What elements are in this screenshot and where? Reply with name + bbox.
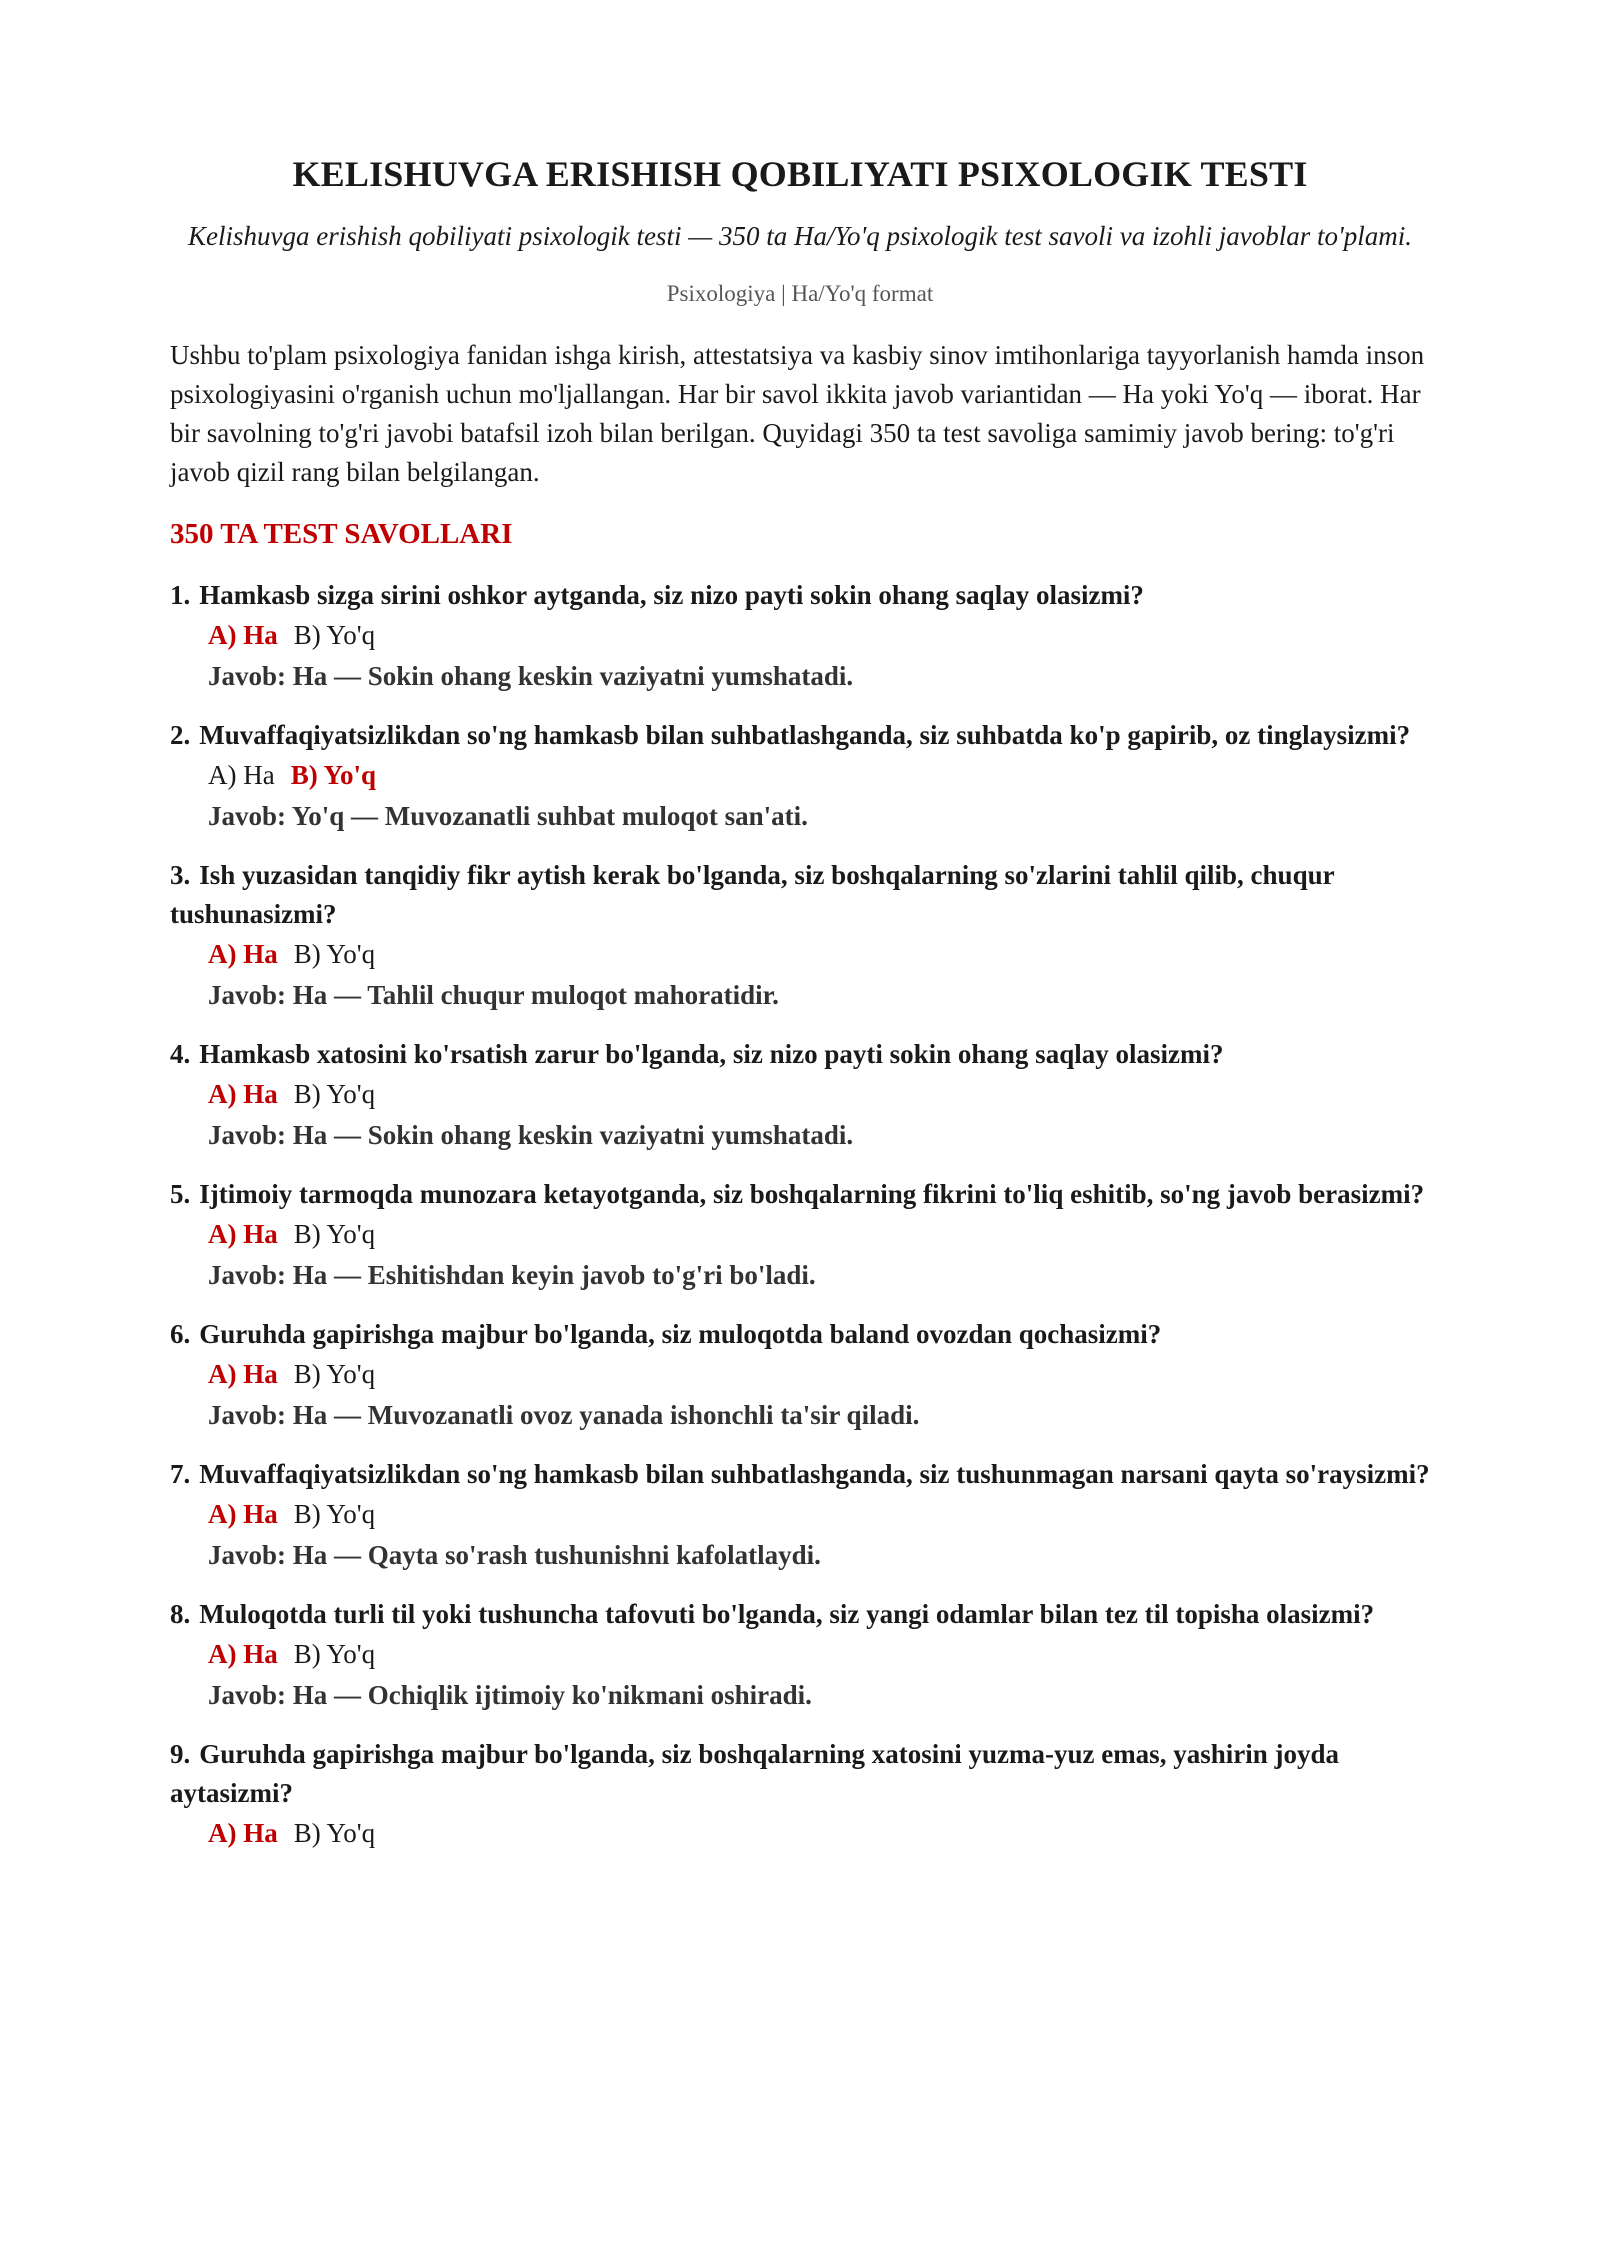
question-text-line bbox=[170, 1455, 1430, 1494]
question-text: Guruhda gapirishga majbur bo'lganda, siz muloqotda baland ovozdan qochasizmi? bbox=[199, 1319, 1162, 1349]
answer-options bbox=[170, 1354, 1430, 1395]
option-b-correct: B) Yo'q bbox=[290, 760, 377, 790]
answer-options bbox=[170, 1214, 1430, 1255]
option-a-correct: A) Ha bbox=[208, 1639, 278, 1669]
option-b: B) Yo'q bbox=[293, 1359, 376, 1389]
question-text-line bbox=[170, 1035, 1430, 1074]
question-item bbox=[170, 576, 1430, 697]
question-item bbox=[170, 1035, 1430, 1156]
question-item bbox=[170, 716, 1430, 837]
answer-explanation: Javob: Ha — Muvozanatli ovoz yanada ishonchli ta'sir qiladi. bbox=[208, 1400, 920, 1430]
question-item bbox=[170, 1175, 1430, 1296]
option-b: B) Yo'q bbox=[293, 939, 376, 969]
option-b: B) Yo'q bbox=[293, 1079, 376, 1109]
option-a-correct: A) Ha bbox=[208, 1818, 278, 1848]
option-a-correct: A) Ha bbox=[208, 1359, 278, 1389]
answer-explanation: Javob: Yo'q — Muvozanatli suhbat muloqot san'ati. bbox=[208, 801, 808, 831]
question-text: Guruhda gapirishga majbur bo'lganda, siz boshqalarning xatosini yuzma-yuz emas, yashirin joyda aytasizmi? bbox=[170, 1739, 1339, 1808]
question-list bbox=[170, 576, 1430, 1854]
question-number: 4. bbox=[170, 1039, 191, 1069]
option-a-correct: A) Ha bbox=[208, 620, 278, 650]
question-text-line bbox=[170, 1595, 1430, 1634]
question-item bbox=[170, 1735, 1430, 1854]
question-text-line bbox=[170, 856, 1430, 934]
answer-explanation: Javob: Ha — Tahlil chuqur muloqot mahoratidir. bbox=[208, 980, 779, 1010]
question-text-line bbox=[170, 576, 1430, 615]
answer-options bbox=[170, 1074, 1430, 1115]
option-a-correct: A) Ha bbox=[208, 1499, 278, 1529]
question-item bbox=[170, 1315, 1430, 1436]
answer-options bbox=[170, 1494, 1430, 1535]
answer-options bbox=[170, 1634, 1430, 1675]
question-text: Hamkasb sizga sirini oshkor aytganda, siz nizo payti sokin ohang saqlay olasizmi? bbox=[199, 580, 1144, 610]
question-text: Muloqotda turli til yoki tushuncha tafovuti bo'lganda, siz yangi odamlar bilan tez til topisha olasizmi? bbox=[199, 1599, 1375, 1629]
question-number: 9. bbox=[170, 1739, 191, 1769]
document-meta: Psixologiya | Ha/Yo'q format bbox=[666, 281, 934, 306]
question-text: Muvaffaqiyatsizlikdan so'ng hamkasb bilan suhbatlashganda, siz suhbatda ko'p gapirib, oz tinglaysizmi? bbox=[199, 720, 1411, 750]
option-a: A) Ha bbox=[208, 760, 275, 790]
option-b: B) Yo'q bbox=[293, 1219, 376, 1249]
answer-options bbox=[170, 615, 1430, 656]
question-number: 5. bbox=[170, 1179, 191, 1209]
option-b: B) Yo'q bbox=[293, 1818, 376, 1848]
option-b: B) Yo'q bbox=[293, 620, 376, 650]
question-number: 7. bbox=[170, 1459, 191, 1489]
question-number: 8. bbox=[170, 1599, 191, 1629]
question-text-line bbox=[170, 1315, 1430, 1354]
question-text-line bbox=[170, 1175, 1430, 1214]
answer-explanation: Javob: Ha — Sokin ohang keskin vaziyatni yumshatadi. bbox=[208, 661, 854, 691]
question-number: 1. bbox=[170, 580, 191, 610]
question-text-line bbox=[170, 1735, 1430, 1813]
intro-paragraph: Ushbu to'plam psixologiya fanidan ishga kirish, attestatsiya va kasbiy sinov imtihonlariga tayyorlanish hamda inson psixologiyasini o'rganish uchun mo'ljallangan. Har bir savol ikkita javob variantidan — Ha yoki Yo'q — iborat. Har bir savolning to'g'ri javobi batafsil izoh bilan berilgan. Quyidagi 350 ta test savoliga samimiy javob bering: to'g'ri javob qizil rang bilan belgilangan. bbox=[170, 340, 1425, 487]
option-b: B) Yo'q bbox=[293, 1499, 376, 1529]
question-number: 3. bbox=[170, 860, 191, 890]
question-text-line bbox=[170, 716, 1430, 755]
answer-options bbox=[170, 755, 1430, 796]
question-text: Hamkasb xatosini ko'rsatish zarur bo'lganda, siz nizo payti sokin ohang saqlay olasizmi? bbox=[199, 1039, 1224, 1069]
document-title: KELISHUVGA ERISHISH QOBILIYATI PSIXOLOGIK TESTI bbox=[292, 154, 1308, 194]
question-text: Muvaffaqiyatsizlikdan so'ng hamkasb bilan suhbatlashganda, siz tushunmagan narsani qayta so'raysizmi? bbox=[199, 1459, 1430, 1489]
option-b: B) Yo'q bbox=[293, 1639, 376, 1669]
option-a-correct: A) Ha bbox=[208, 939, 278, 969]
question-item bbox=[170, 856, 1430, 1016]
section-heading: 350 TA TEST SAVOLLARI bbox=[170, 518, 513, 550]
option-a-correct: A) Ha bbox=[208, 1219, 278, 1249]
question-item bbox=[170, 1455, 1430, 1576]
document-subtitle: Kelishuvga erishish qobiliyati psixologik testi — 350 ta Ha/Yo'q psixologik test savoli va izohli javoblar to'plami. bbox=[187, 221, 1413, 251]
question-item bbox=[170, 1595, 1430, 1716]
answer-explanation: Javob: Ha — Eshitishdan keyin javob to'g'ri bo'ladi. bbox=[208, 1260, 816, 1290]
answer-options bbox=[170, 934, 1430, 975]
answer-explanation: Javob: Ha — Ochiqlik ijtimoiy ko'nikmani oshiradi. bbox=[208, 1680, 812, 1710]
answer-explanation: Javob: Ha — Sokin ohang keskin vaziyatni yumshatadi. bbox=[208, 1120, 854, 1150]
question-number: 6. bbox=[170, 1319, 191, 1349]
option-a-correct: A) Ha bbox=[208, 1079, 278, 1109]
document-page bbox=[170, 150, 1430, 1873]
question-text: Ijtimoiy tarmoqda munozara ketayotganda, siz boshqalarning fikrini to'liq eshitib, so'ng javob berasizmi? bbox=[199, 1179, 1425, 1209]
answer-explanation: Javob: Ha — Qayta so'rash tushunishni kafolatlaydi. bbox=[208, 1540, 821, 1570]
question-text: Ish yuzasidan tanqidiy fikr aytish kerak bo'lganda, siz boshqalarning so'zlarini tahlil qilib, chuqur tushunasizmi? bbox=[170, 860, 1335, 929]
answer-options bbox=[170, 1813, 1430, 1854]
question-number: 2. bbox=[170, 720, 191, 750]
